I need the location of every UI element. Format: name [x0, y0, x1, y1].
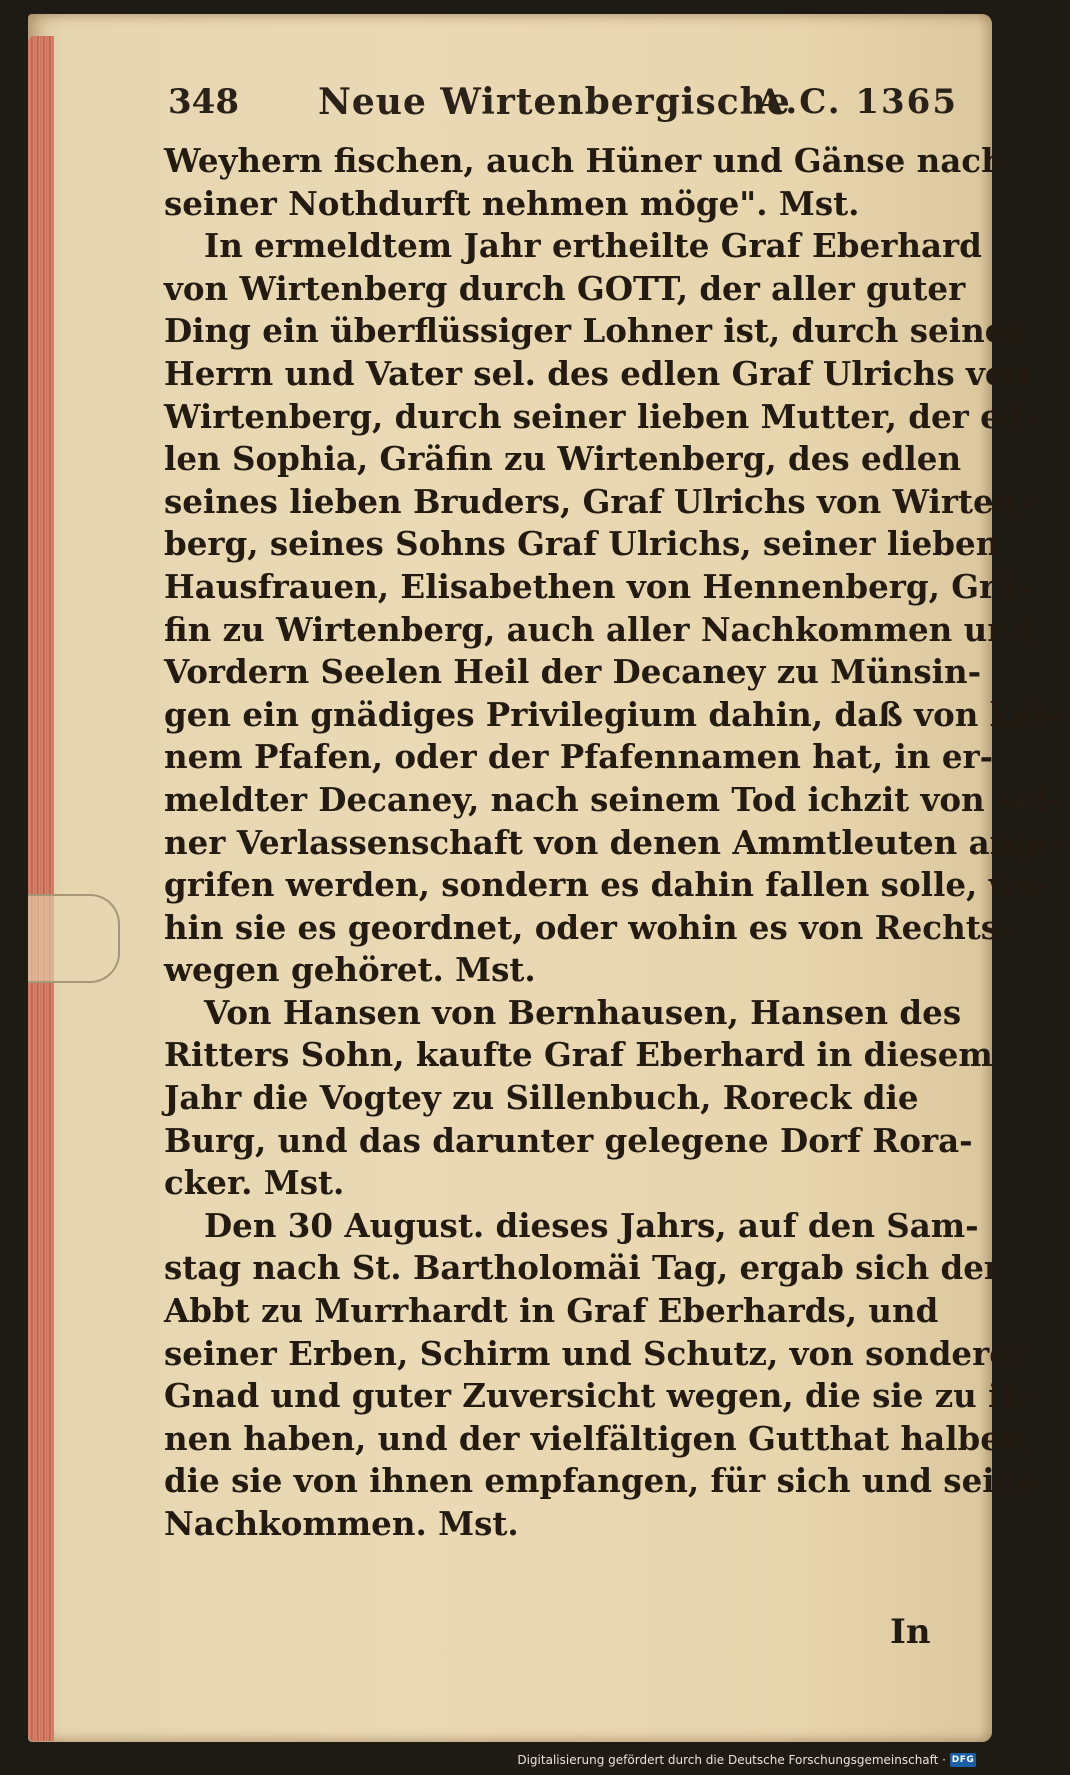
text-line: In ermeldtem Jahr ertheilte Graf Eberhard: [204, 226, 982, 266]
text-line: Nachkommen. Mst.: [164, 1504, 519, 1543]
body-text: [164, 140, 1070, 1546]
text-line: berg, seines Sohns Graf Ulrichs, seiner lieben: [164, 524, 1000, 564]
digitization-credit: [517, 1753, 976, 1767]
text-line: nen haben, und der vielfältigen Gutthat halben,: [164, 1418, 1036, 1458]
text-line: wegen gehöret. Mst.: [164, 950, 536, 990]
text-line: die sie von ihnen empfangen, für sich und seine: [164, 1461, 1039, 1501]
text-line: Herrn und Vater sel. des edlen Graf Ulrichs von: [164, 353, 1031, 393]
text-line: gen ein gnädiges Privilegium dahin, daß von kei-: [164, 694, 1059, 734]
text-line: ner Verlassenschaft von denen Ammtleuten ange-: [164, 822, 1070, 862]
dfg-logo: DFG: [951, 1755, 975, 1765]
text-line: Ding ein überflüssiger Lohner ist, durch seines: [164, 311, 1024, 351]
text-line: hin sie es geordnet, oder wohin es von Rechts-: [164, 907, 1013, 947]
text-line: seines lieben Bruders, Graf Ulrichs von Wirten-: [164, 481, 1031, 521]
text-line: meldter Decaney, nach seinem Tod ichzit von sei-: [164, 779, 1061, 819]
text-line: Abbt zu Murrhardt in Graf Eberhards, und: [164, 1291, 939, 1331]
text-line: seiner Nothdurft nehmen möge". Mst.: [164, 183, 860, 223]
running-head: [168, 72, 958, 132]
page-tab-marker: [28, 894, 120, 983]
running-year: A.C. 1365: [757, 82, 958, 122]
text-line: Vordern Seelen Heil der Decaney zu Münsin-: [164, 652, 982, 692]
credit-text: Digitalisierung gefördert durch die Deutsche Forschungsgemeinschaft ·: [517, 1753, 946, 1767]
catchword: In: [890, 1612, 931, 1652]
running-title: Neue Wirtenbergische: [318, 81, 791, 123]
page-edge: [28, 36, 54, 1741]
text-line: Von Hansen von Bernhausen, Hansen des: [204, 992, 962, 1032]
text-line: len Sophia, Gräfin zu Wirtenberg, des edlen: [164, 439, 962, 479]
text-line: cker. Mst.: [164, 1163, 345, 1203]
text-line: von Wirtenberg durch GOTT, der aller guter: [164, 268, 966, 308]
text-line: Hausfrauen, Elisabethen von Hennenberg, Grä-: [164, 566, 1031, 606]
text-line: stag nach St. Bartholomäi Tag, ergab sich der: [164, 1248, 1002, 1288]
text-line: Weyhern fischen, auch Hüner und Gänse nach: [164, 141, 1005, 180]
page-number: 348: [168, 82, 239, 122]
text-line: nem Pfafen, oder der Pfafennamen hat, in er-: [164, 737, 994, 777]
text-line: Burg, und das darunter gelegene Dorf Rora-: [164, 1120, 973, 1160]
text-line: grifen werden, sondern es dahin fallen solle, wo-: [164, 865, 1052, 905]
text-line: seiner Erben, Schirm und Schutz, von sonderer: [164, 1333, 1028, 1373]
text-line: Wirtenberg, durch seiner lieben Mutter, der ed-: [164, 396, 1038, 436]
text-line: Gnad und guter Zuversicht wegen, die sie zu ih-: [164, 1376, 1038, 1416]
text-line: Den 30 August. dieses Jahrs, auf den Sam-: [204, 1205, 979, 1245]
text-line: fin zu Wirtenberg, auch aller Nachkommen und: [164, 609, 1034, 649]
text-line: Ritters Sohn, kaufte Graf Eberhard in diesem: [164, 1035, 993, 1075]
text-line: Jahr die Vogtey zu Sillenbuch, Roreck die: [164, 1078, 919, 1118]
